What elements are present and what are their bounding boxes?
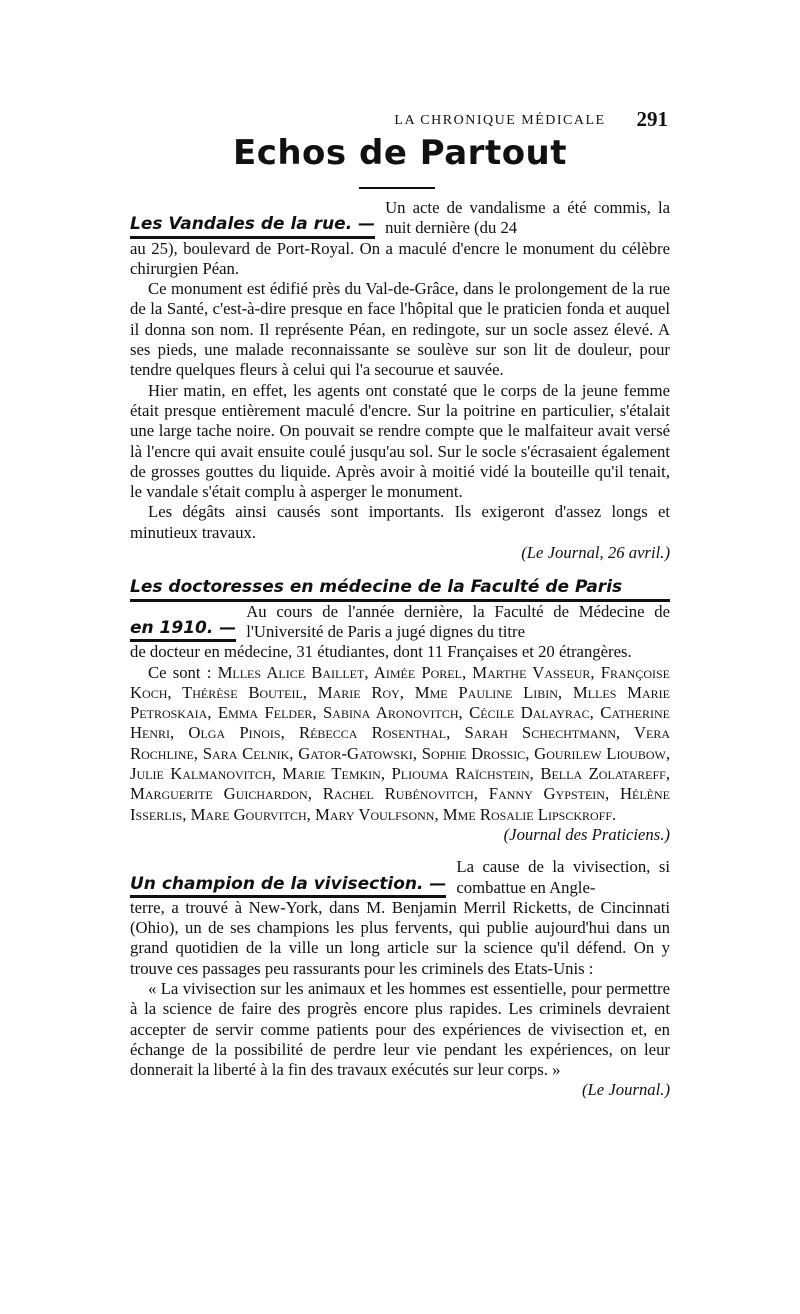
paragraph: de docteur en médecine, 31 étudiantes, dont 11 Françaises et 20 étrangères. — [130, 642, 632, 662]
title-rule — [359, 187, 435, 189]
section-vandales-lead: Un acte de vandalisme a été commis, la nuit dernière (du 24 — [385, 198, 670, 238]
paragraph: Ce monument est édifié près du Val-de-Grâce, dans le prolongement de la rue de la Santé, c'est-à-dire presque en face l'hôpital que le praticien fonda et auquel il donna son nom. Il représente Péan, en redingote, sur un socle assez élevé. A ses pieds, une malade reconnaissante se soulève sur son lit de douleur, pour tendre quelques fleurs à celui qui l'a secourue et sauvée. — [130, 279, 670, 380]
page-title: Echos de Partout — [232, 133, 568, 173]
paragraph: au 25), boulevard de Port-Royal. On a maculé d'encre le monument du célèbre chirurgien Péan. — [130, 238, 670, 278]
section-doctoresses-lead: Au cours de l'année dernière, la Faculté de Médecine de l'Université de Paris a jugé dignes du titre — [246, 601, 670, 641]
running-head: LA CHRONIQUE MÉDICALE — [394, 113, 606, 128]
paragraph: Hier matin, en effet, les agents ont constaté que le corps de la jeune femme était presque entièrement maculé d'encre. Sur la poitrine en particulier, s'étalait une large tache noire. On pouvait se rendre compte que le malfaiteur avait versé là l'encre qui avait ensuite coulé jusqu'au sol. Sur le socle s'écrasaient également de grosses gouttes du liquide. Après avoir à moitié vidé la bouteille qu'il tenait, le vandale s'était complu à asperger le monument. — [130, 380, 670, 502]
article-column — [130, 198, 670, 1101]
section-heading-doctoresses-cont: en 1910. — — [130, 618, 236, 642]
source-citation: (Le Journal.) — [581, 1080, 670, 1100]
section-heading-vandales: Les Vandales de la rue. — — [130, 214, 375, 238]
source-citation: (Le Journal, 26 avril.) — [521, 543, 670, 563]
page-header — [130, 107, 670, 132]
section-vivisection-lead: La cause de la vivisection, si combattue en Angle- — [456, 857, 670, 897]
section-vandales-head — [130, 198, 670, 239]
quotation: « La vivisection sur les animaux et les hommes est essentielle, pour permettre à la science de faire des progrès encore plus rapides. Les criminels devraient accepter de servir comme patients pour des expériences de vivisection et, en échange de la possibilité de perdre leur vie pendant les expériences, on leur donnerait la liberté à la fin des travaux exécutés sur leur corps. » — [130, 978, 670, 1080]
names-list: Ce sont : Mlles Alice Baillet, Aimée Porel, Marthe Vasseur, Françoise Koch, Thérèse Bouteil, Marie Roy, Mme Pauline Libin, Mlles Marie Petroskaia, Emma Felder, Sabina Aronovitch, Cécile Dalayrac, Catherine Henri, Olga Pinois, Rébecca Rosenthal, Sarah Schechtmann, Vera Rochline, Sara Celnik, Gator-Gatowski, Sophie Drossic, Gourilew Lioubow, Julie Kalmanovitch, Marie Temkin, Pliouma Raïchstein, Bella Zolatareff, Marguerite Guichardon, Rachel Rubénovitch, Fanny Gypstein, Hélène Isserlis, Mare Gourvitch, Mary Voulfsonn, Mme Rosalie Lipsckroff. — [130, 662, 671, 824]
section-heading-vivisection: Un champion de la vivisection. — — [130, 874, 446, 898]
section-heading-doctoresses: Les doctoresses en médecine de la Faculté de Paris — [130, 577, 670, 601]
paragraph: terre, a trouvé à New-York, dans M. Benjamin Merril Ricketts, de Cincinnati (Ohio), un de ses champions les plus fervents, qui publie aujourd'hui dans un grand quotidien de la ville un long article sur la science qu'il défend. On y trouve ces passages peu rassurants pour les criminels des Etats-Unis : — [130, 897, 670, 978]
section-vivisection-head — [130, 857, 670, 898]
section-doctoresses-head — [130, 602, 670, 643]
source-citation: (Journal des Praticiens.) — [503, 824, 670, 844]
paragraph: Les dégâts ainsi causés sont importants. Ils exigeront d'assez longs et minutieux travaux. — [130, 502, 670, 542]
page-number: 291 — [636, 107, 668, 131]
